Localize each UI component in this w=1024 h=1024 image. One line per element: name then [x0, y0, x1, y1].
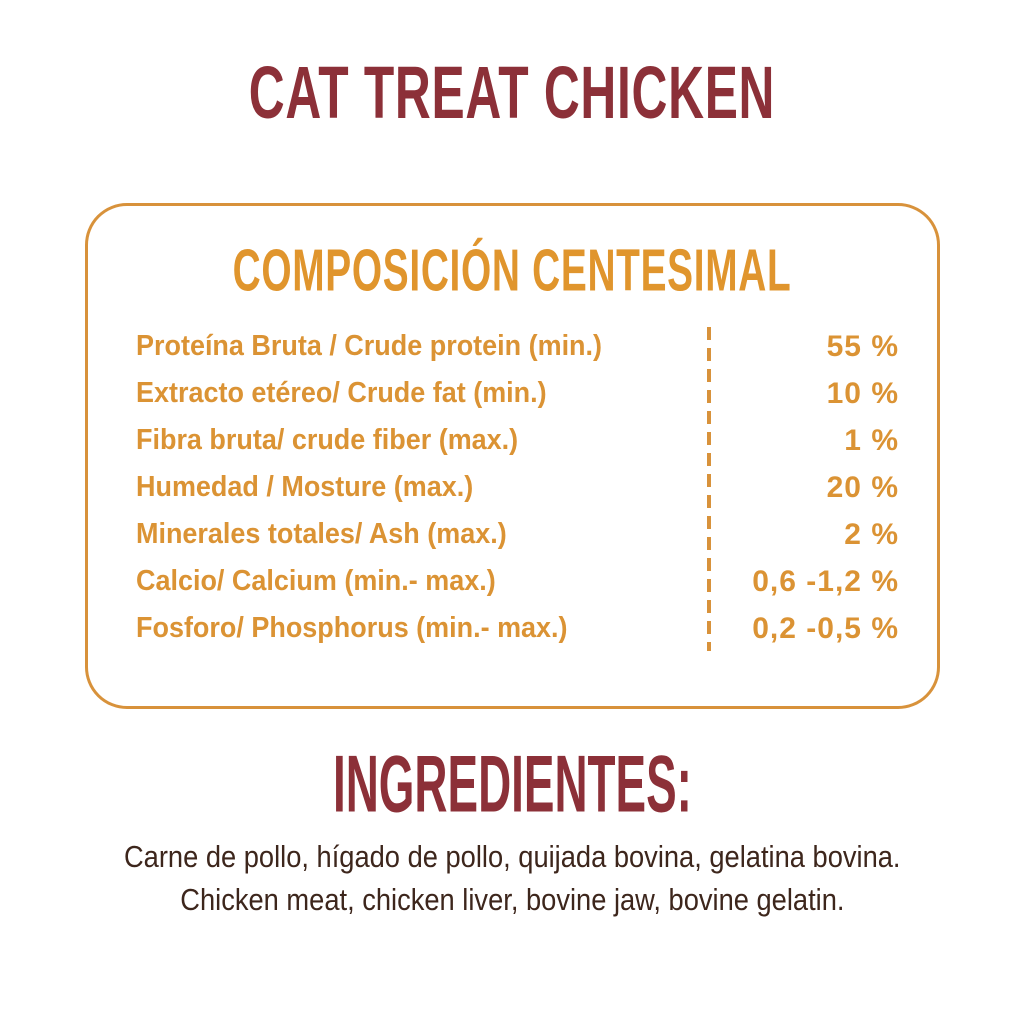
row-label: Extracto etéreo/ Crude fat (min.): [136, 377, 547, 409]
table-row: [88, 464, 937, 511]
row-value: 55 %: [826, 329, 899, 363]
ingredients-list: [0, 838, 1024, 924]
dashed-column-divider: [707, 327, 711, 651]
row-value: 1 %: [844, 423, 899, 457]
table-row: [88, 417, 937, 464]
product-title-text: CAT TREAT CHICKEN: [248, 52, 776, 135]
row-label: Humedad / Mosture (max.): [136, 471, 474, 503]
row-value: 2 %: [844, 517, 899, 551]
row-label: Fibra bruta/ crude fiber (max.): [136, 424, 519, 456]
row-value: 0,6 -1,2 %: [752, 564, 899, 598]
product-title: [0, 52, 1024, 135]
row-label: Fosforo/ Phosphorus (min.- max.): [136, 612, 568, 644]
composition-heading: [88, 237, 937, 304]
row-value: 0,2 -0,5 %: [752, 611, 899, 645]
ingredients-heading-text: INGREDIENTES:: [332, 738, 692, 829]
ingredients-line-english: Chicken meat, chicken liver, bovine jaw, bovine gelatin.: [179, 882, 845, 917]
composition-heading-text: COMPOSICIÓN CENTESIMAL: [233, 237, 792, 304]
table-row: [88, 323, 937, 370]
row-value: 20 %: [826, 470, 899, 504]
row-label: Calcio/ Calcium (min.- max.): [136, 565, 496, 597]
table-row: [88, 605, 937, 652]
table-row: [88, 511, 937, 558]
table-row: [88, 558, 937, 605]
ingredients-heading: [0, 738, 1024, 829]
composition-table: [88, 323, 937, 652]
row-label: Proteína Bruta / Crude protein (min.): [136, 330, 603, 362]
ingredients-line-spanish: Carne de pollo, hígado de pollo, quijada bovina, gelatina bovina.: [123, 839, 901, 874]
table-row: [88, 370, 937, 417]
composition-box: [85, 203, 940, 709]
row-value: 10 %: [826, 376, 899, 410]
row-label: Minerales totales/ Ash (max.): [136, 518, 507, 550]
